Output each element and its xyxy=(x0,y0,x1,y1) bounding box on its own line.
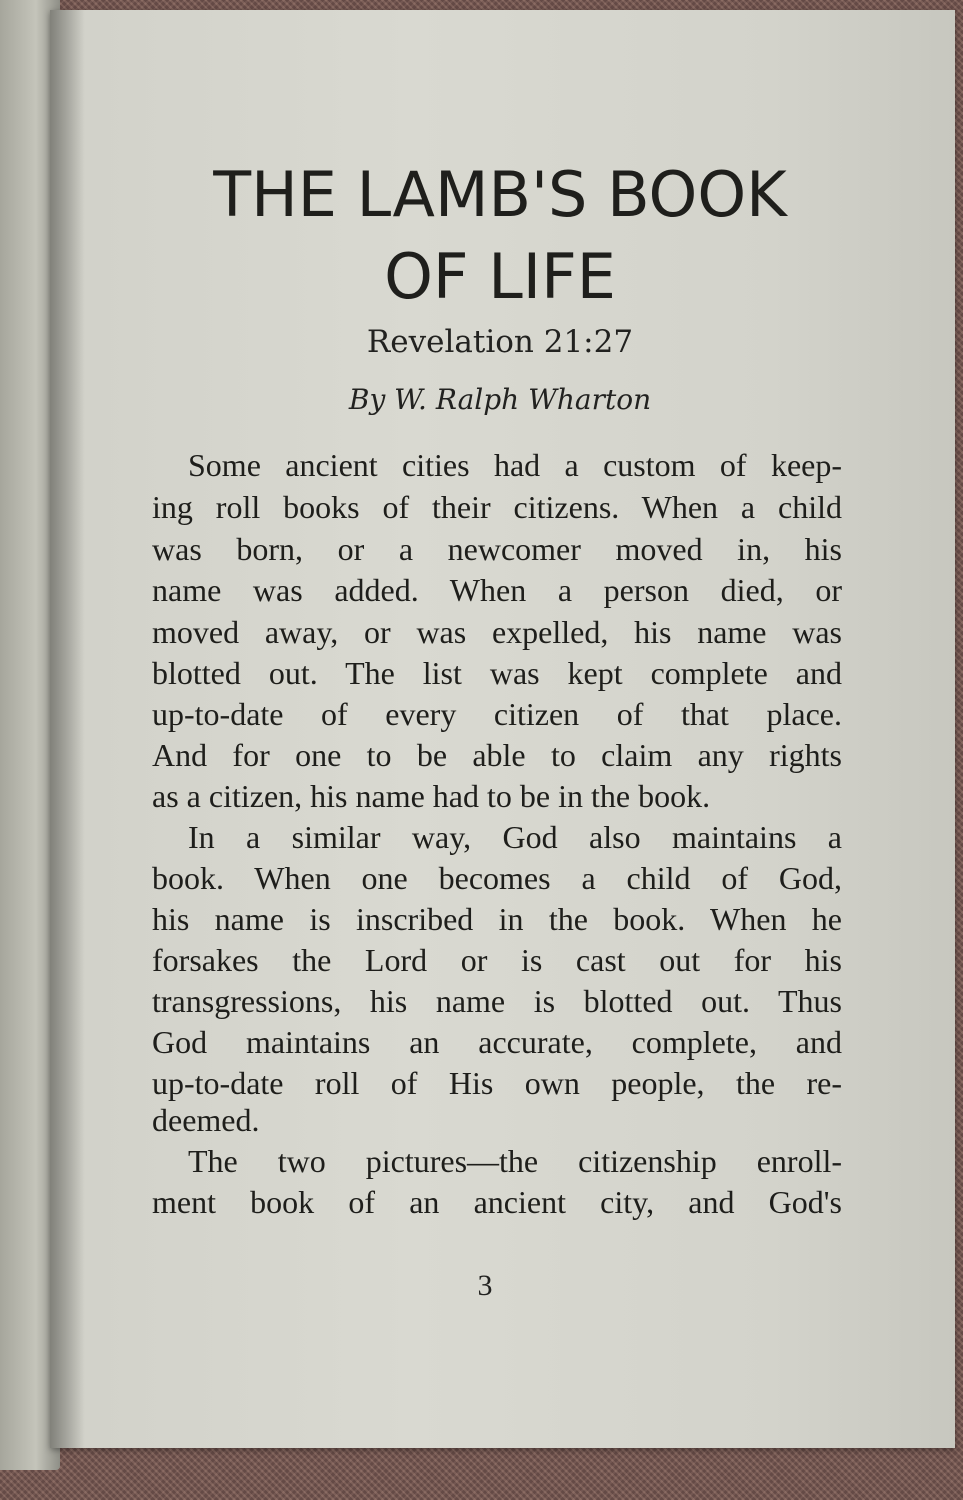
paragraph-1-line-1: Some ancient cities had a custom of keep- xyxy=(188,447,842,483)
paragraph-2-line-5: transgressions, his name is blotted out. Thus xyxy=(152,983,842,1019)
paragraph-2-line-3: his name is inscribed in the book. When he xyxy=(152,901,842,937)
paragraph-2-line-8: deemed. xyxy=(152,1102,260,1138)
paragraph-1-line-8: And for one to be able to claim any rights xyxy=(152,737,842,773)
paragraph-1-line-9: as a citizen, his name had to be in the book. xyxy=(152,778,711,814)
paragraph-2-line-4: forsakes the Lord or is cast out for his xyxy=(152,942,842,978)
scripture-reference: Revelation 21:27 xyxy=(366,324,634,360)
paragraph-1-line-6: blotted out. The list was kept complete and xyxy=(152,655,842,691)
paragraph-1-line-4: name was added. When a person died, or xyxy=(152,572,842,608)
paragraph-3-line-2: ment book of an ancient city, and God's xyxy=(152,1184,842,1220)
paragraph-1-line-3: was born, or a newcomer moved in, his xyxy=(152,531,842,567)
author-byline: By W. Ralph Wharton xyxy=(348,383,652,416)
paragraph-3-line-1: The two pictures—the citizenship enroll- xyxy=(188,1143,842,1179)
paragraph-2-line-1: In a similar way, God also maintains a xyxy=(188,819,842,855)
paragraph-1-line-2: ing roll books of their citizens. When a child xyxy=(152,489,842,525)
paragraph-2-line-6: God maintains an accurate, complete, and xyxy=(152,1024,842,1060)
paragraph-1-line-5: moved away, or was expelled, his name was xyxy=(152,614,842,650)
page-title-line-2: OF LIFE xyxy=(384,240,616,313)
page-title-line-1: THE LAMB'S BOOK xyxy=(213,158,787,231)
page-number: 3 xyxy=(477,1269,493,1302)
paragraph-2-line-2: book. When one becomes a child of God, xyxy=(152,860,842,896)
paragraph-2-line-7: up-to-date roll of His own people, the re- xyxy=(152,1065,842,1101)
paragraph-1-line-7: up-to-date of every citizen of that place. xyxy=(152,696,842,732)
